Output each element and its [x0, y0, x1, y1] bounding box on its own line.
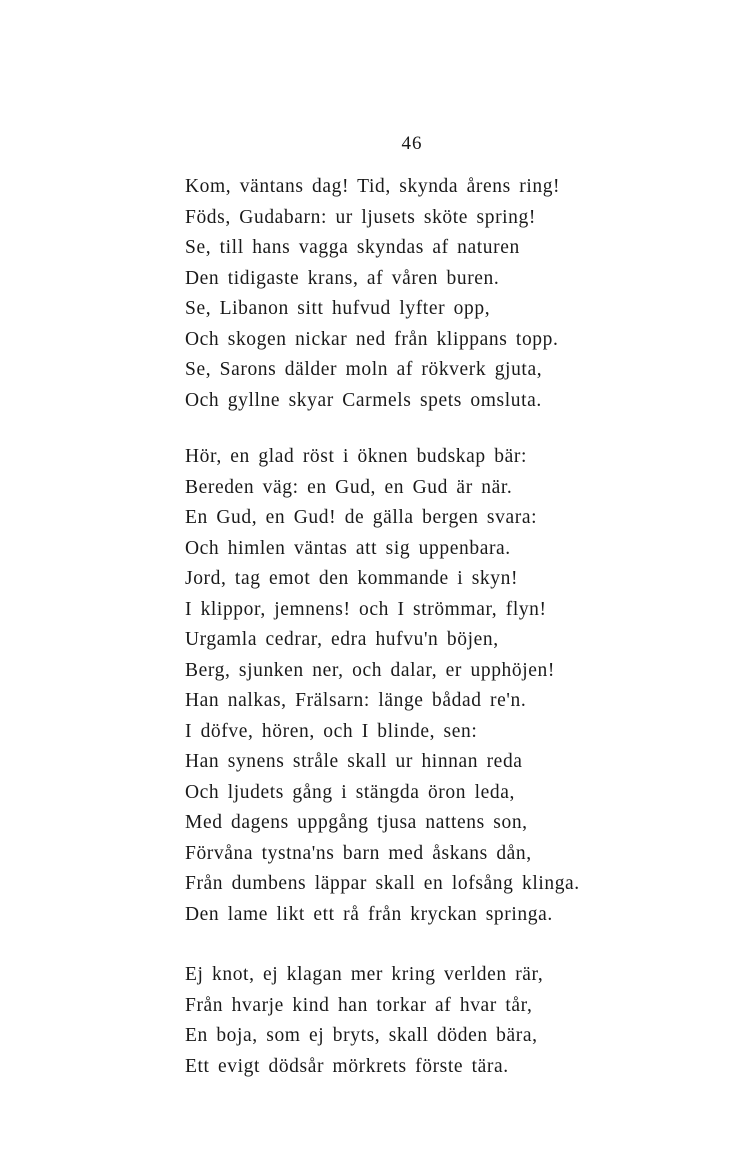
poem-line: I klippor, jemnens! och I strömmar, flyn!	[185, 598, 547, 620]
poem-line: Från hvarje kind han torkar af hvar tår,	[185, 994, 533, 1016]
poem-line: Med dagens uppgång tjusa nattens son,	[185, 812, 528, 833]
page-number: 46	[401, 133, 423, 154]
poem-line: Och gyllne skyar Carmels spets omsluta.	[185, 389, 542, 411]
poem	[185, 172, 605, 1082]
poem-line: Den tidigaste krans, af våren buren.	[185, 267, 500, 289]
poem-line: Han synens stråle skall ur hinnan reda	[185, 751, 523, 772]
stanza-3	[185, 960, 605, 1082]
poem-line: Och skogen nickar ned från klippans topp.	[185, 328, 559, 350]
poem-line: Se, Libanon sitt hufvud lyfter opp,	[185, 298, 491, 319]
poem-line: Ej knot, ej klagan mer kring verlden rär,	[185, 964, 544, 985]
poem-line: Och himlen väntas att sig uppenbara.	[185, 537, 511, 559]
poem-line: En Gud, en Gud! de gälla bergen svara:	[185, 507, 538, 528]
poem-line: Han nalkas, Frälsarn: länge bådad re'n.	[185, 690, 527, 711]
poem-line: Hör, en glad röst i öknen budskap bär:	[185, 446, 527, 467]
poem-line: Från dumbens läppar skall en lofsång klinga.	[185, 873, 580, 894]
poem-line: Och ljudets gång i stängda öron leda,	[185, 781, 515, 803]
poem-line: Förvåna tystna'ns barn med åskans dån,	[185, 842, 532, 864]
poem-line: Berg, sjunken ner, och dalar, er upphöjen!	[185, 659, 555, 681]
poem-line: I döfve, hören, och I blinde, sen:	[185, 720, 478, 742]
poem-line: Jord, tag emot den kommande i skyn!	[185, 568, 519, 589]
poem-line: Ett evigt dödsår mörkrets förste tära.	[185, 1055, 509, 1077]
poem-line: Se, Sarons dälder moln af rökverk gjuta,	[185, 359, 543, 380]
poem-line: Bereden väg: en Gud, en Gud är när.	[185, 476, 513, 498]
stanza-1	[185, 172, 605, 416]
poem-line: Urgamla cedrar, edra hufvu'n böjen,	[185, 629, 499, 650]
poem-line: En boja, som ej bryts, skall döden bära,	[185, 1025, 538, 1046]
poem-line: Den lame likt ett rå från kryckan springa.	[185, 903, 553, 925]
poem-line: Se, till hans vagga skyndas af naturen	[185, 237, 520, 258]
poem-line: Kom, väntans dag! Tid, skynda årens ring!	[185, 176, 561, 197]
poem-line: Föds, Gudabarn: ur ljusets sköte spring!	[185, 206, 536, 228]
stanza-2	[185, 442, 605, 930]
